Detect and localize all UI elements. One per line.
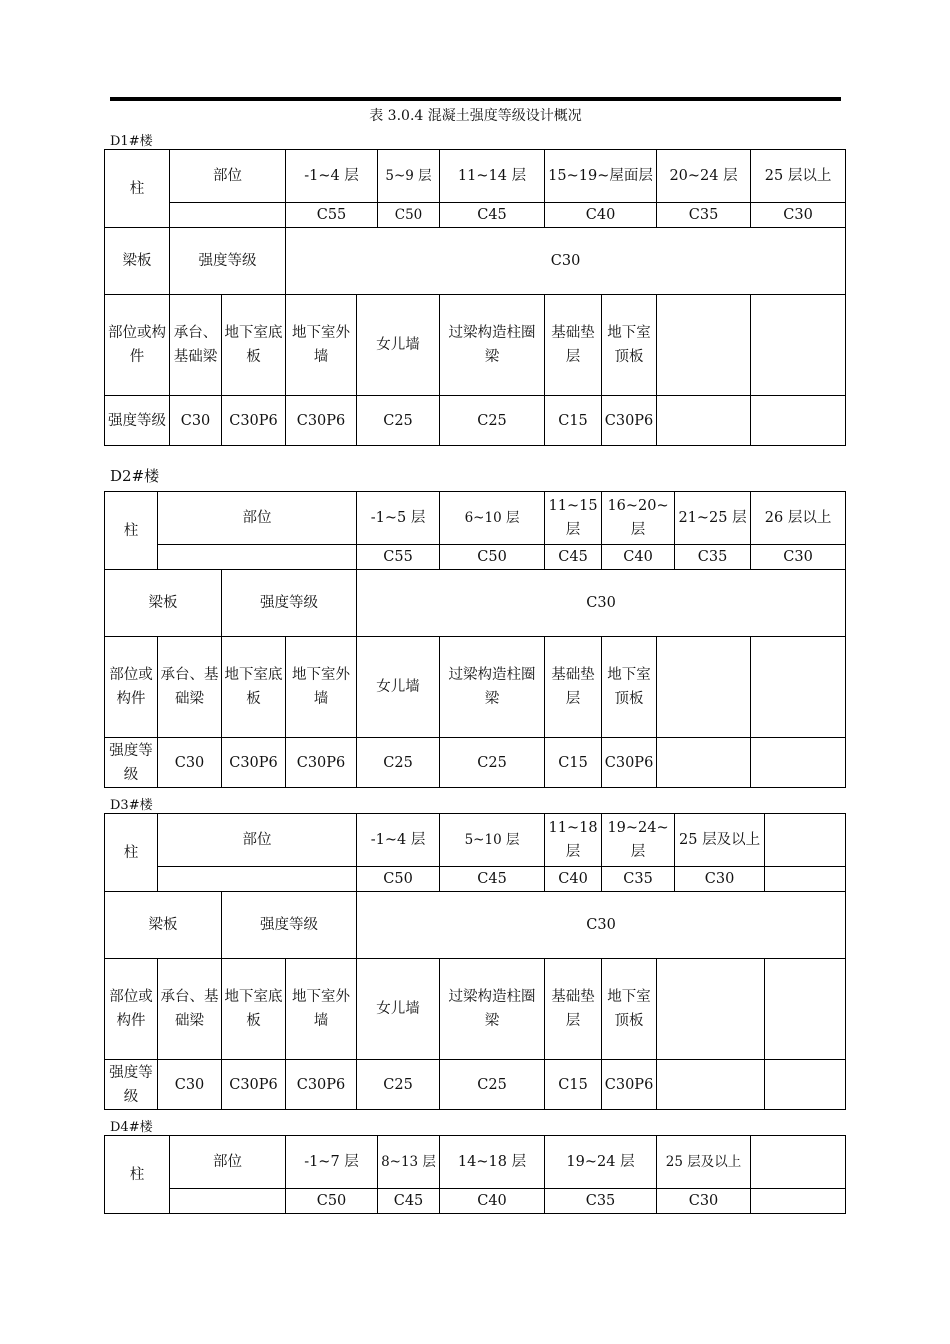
floor-range: 14~18 层 [440, 1136, 545, 1189]
floor-range: 15~19~屋面层 [545, 150, 657, 203]
member-name: 地下室底板 [222, 637, 286, 738]
col-label: 柱 [105, 492, 158, 570]
column-grade: C45 [440, 203, 545, 228]
member-name: 地下室顶板 [602, 959, 657, 1060]
empty-cell [657, 1060, 765, 1110]
member-grade: C15 [545, 1060, 602, 1110]
member-grade: C30 [158, 1060, 222, 1110]
grade-short-label: 强度等级 [105, 1060, 158, 1110]
column-grade: C45 [440, 867, 545, 892]
member-name: 女儿墙 [357, 959, 440, 1060]
member-name: 地下室外墙 [286, 295, 357, 396]
beam-label: 梁板 [105, 892, 222, 959]
empty-cell [751, 1136, 846, 1189]
member-grade: C30P6 [222, 396, 286, 446]
empty-cell [657, 959, 765, 1060]
empty-cell [751, 738, 846, 788]
empty-cell [158, 545, 357, 570]
grade-table-d3 [104, 813, 846, 1110]
column-grade: C50 [357, 867, 440, 892]
part-label: 部位 [170, 150, 286, 203]
empty-cell [751, 396, 846, 446]
member-name: 女儿墙 [357, 637, 440, 738]
member-name: 过梁构造柱圈梁 [440, 959, 545, 1060]
floor-range: -1~5 层 [357, 492, 440, 545]
column-grade: C40 [545, 203, 657, 228]
empty-cell [170, 203, 286, 228]
member-name: 基础垫层 [545, 959, 602, 1060]
member-grade: C15 [545, 396, 602, 446]
col-label: 柱 [105, 150, 170, 228]
part-label: 部位 [170, 1136, 286, 1189]
floor-range: 25 层及以上 [657, 1136, 751, 1189]
grade-table-d1 [104, 149, 846, 446]
floor-range: 20~24 层 [657, 150, 751, 203]
column-grade: C50 [286, 1189, 378, 1214]
member-name: 承台、基础梁 [158, 637, 222, 738]
floor-range: -1~4 层 [286, 150, 378, 203]
member-label: 部位或构件 [105, 959, 158, 1060]
member-grade: C25 [357, 1060, 440, 1110]
col-label: 柱 [105, 814, 158, 892]
column-grade: C35 [657, 203, 751, 228]
grade-short-label: 强度等级 [105, 738, 158, 788]
floor-range: 16~20~层 [602, 492, 675, 545]
member-grade: C30P6 [286, 738, 357, 788]
member-grade: C30P6 [602, 396, 657, 446]
member-grade: C30 [170, 396, 222, 446]
top-rule [110, 97, 841, 101]
member-grade: C30P6 [286, 396, 357, 446]
grade-table-d2 [104, 491, 846, 788]
empty-cell [657, 637, 751, 738]
column-grade: C40 [602, 545, 675, 570]
column-grade: C35 [602, 867, 675, 892]
member-grade: C15 [545, 738, 602, 788]
member-name: 基础垫层 [545, 295, 602, 396]
member-name: 地下室顶板 [602, 637, 657, 738]
member-name: 地下室顶板 [602, 295, 657, 396]
member-grade: C30 [158, 738, 222, 788]
column-grade: C40 [440, 1189, 545, 1214]
floor-range: 11~14 层 [440, 150, 545, 203]
member-grade: C25 [440, 396, 545, 446]
floor-range: 21~25 层 [675, 492, 751, 545]
floor-range: 8~13 层 [378, 1136, 440, 1189]
floor-range: -1~4 层 [357, 814, 440, 867]
member-grade: C25 [357, 396, 440, 446]
part-label: 部位 [158, 492, 357, 545]
empty-cell [751, 295, 846, 396]
member-name: 过梁构造柱圈梁 [440, 295, 545, 396]
column-grade: C35 [675, 545, 751, 570]
member-grade: C30P6 [602, 1060, 657, 1110]
table-caption: 表 3.0.4 混凝土强度等级设计概况 [369, 108, 582, 124]
floor-range: 26 层以上 [751, 492, 846, 545]
floor-range: 19~24 层 [545, 1136, 657, 1189]
member-name: 地下室外墙 [286, 959, 357, 1060]
column-grade: C30 [751, 545, 846, 570]
grade-label: 强度等级 [222, 892, 357, 959]
floor-range: 11~15 层 [545, 492, 602, 545]
empty-cell [657, 396, 751, 446]
floor-range: -1~7 层 [286, 1136, 378, 1189]
empty-cell [170, 1189, 286, 1214]
floor-range: 5~9 层 [378, 150, 440, 203]
member-name: 地下室底板 [222, 959, 286, 1060]
floor-range: 5~10 层 [440, 814, 545, 867]
grade-table-d4 [104, 1135, 846, 1214]
member-grade: C30P6 [602, 738, 657, 788]
building-label-d3: D3#楼 [110, 798, 153, 813]
empty-cell [751, 1189, 846, 1214]
column-grade: C45 [545, 545, 602, 570]
member-grade: C30P6 [286, 1060, 357, 1110]
column-grade: C30 [657, 1189, 751, 1214]
beam-label: 梁板 [105, 570, 222, 637]
empty-cell [657, 738, 751, 788]
member-label: 部位或构件 [105, 637, 158, 738]
member-label: 部位或构件 [105, 295, 170, 396]
empty-cell [751, 637, 846, 738]
beam-grade: C30 [357, 570, 846, 637]
member-name: 地下室外墙 [286, 637, 357, 738]
grade-label: 强度等级 [170, 228, 286, 295]
empty-cell [657, 295, 751, 396]
column-grade: C50 [378, 203, 440, 228]
member-grade: C30P6 [222, 1060, 286, 1110]
floor-range: 11~18 层 [545, 814, 602, 867]
column-grade: C30 [675, 867, 765, 892]
beam-label: 梁板 [105, 228, 170, 295]
beam-grade: C30 [286, 228, 846, 295]
beam-grade: C30 [357, 892, 846, 959]
member-name: 过梁构造柱圈梁 [440, 637, 545, 738]
grade-label: 强度等级 [222, 570, 357, 637]
column-grade: C35 [545, 1189, 657, 1214]
member-name: 女儿墙 [357, 295, 440, 396]
column-grade: C50 [440, 545, 545, 570]
empty-cell [765, 867, 846, 892]
building-label-d2: D2#楼 [110, 467, 160, 485]
empty-cell [158, 867, 357, 892]
member-grade: C25 [440, 1060, 545, 1110]
member-grade: C25 [440, 738, 545, 788]
grade-short-label: 强度等级 [105, 396, 170, 446]
floor-range: 6~10 层 [440, 492, 545, 545]
member-name: 基础垫层 [545, 637, 602, 738]
empty-cell [765, 814, 846, 867]
column-grade: C45 [378, 1189, 440, 1214]
member-name: 地下室底板 [222, 295, 286, 396]
building-label-d4: D4#楼 [110, 1120, 153, 1135]
column-grade: C55 [286, 203, 378, 228]
floor-range: 25 层以上 [751, 150, 846, 203]
floor-range: 19~24~层 [602, 814, 675, 867]
empty-cell [765, 1060, 846, 1110]
part-label: 部位 [158, 814, 357, 867]
floor-range: 25 层及以上 [675, 814, 765, 867]
empty-cell [765, 959, 846, 1060]
column-grade: C55 [357, 545, 440, 570]
building-label-d1: D1#楼 [110, 134, 153, 149]
col-label: 柱 [105, 1136, 170, 1214]
member-name: 承台、基础梁 [158, 959, 222, 1060]
column-grade: C30 [751, 203, 846, 228]
member-grade: C30P6 [222, 738, 286, 788]
column-grade: C40 [545, 867, 602, 892]
member-grade: C25 [357, 738, 440, 788]
member-name: 承台、基础梁 [170, 295, 222, 396]
